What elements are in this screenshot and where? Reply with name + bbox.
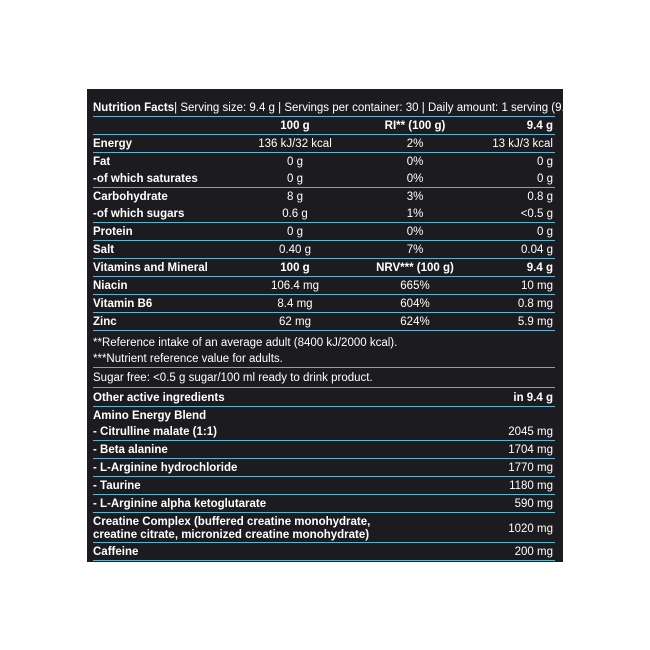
row-100g: 0.6 g	[282, 208, 308, 220]
row-name: -of which sugars	[93, 208, 185, 220]
row-100g: 106.4 mg	[271, 280, 319, 292]
note-nrv: ***Nutrient reference value for adults.	[93, 353, 283, 365]
row-nrv: 604%	[400, 298, 430, 310]
header-separator: |	[174, 102, 178, 114]
rule	[93, 294, 555, 295]
rule	[93, 458, 555, 459]
header-rest: Serving size: 9.4 g | Servings per container: 30 | Daily amount: 1 serving (9.4 g)	[177, 102, 585, 114]
col-100g: 100 g	[280, 262, 310, 274]
blend-item-name: - Beta alanine	[93, 444, 168, 456]
rule	[93, 494, 555, 495]
row-name: Niacin	[93, 280, 128, 292]
col-serving: 9.4 g	[526, 262, 553, 274]
rule	[93, 560, 555, 561]
rule	[93, 440, 555, 441]
row-ri: 3%	[406, 191, 424, 203]
blend-item-value: 2045 mg	[508, 426, 553, 438]
active-title: Other active ingredients	[93, 392, 225, 404]
row-100g: 0 g	[287, 173, 303, 185]
rule	[93, 330, 555, 331]
blend-item-value: 1704 mg	[508, 444, 553, 456]
col-serving: 9.4 g	[526, 120, 553, 132]
row-nrv: 624%	[400, 316, 430, 328]
caffeine-name: Caffeine	[93, 546, 139, 558]
row-serving: 0 g	[537, 156, 553, 168]
row-serving: 13 kJ/3 kcal	[492, 138, 553, 150]
creatine-name-line2: creatine citrate, micronized creatine monohydrate)	[93, 529, 370, 541]
rule	[93, 187, 555, 188]
rule	[93, 240, 555, 241]
row-serving: 0.8 mg	[517, 298, 553, 310]
row-nrv: 665%	[400, 280, 430, 292]
row-name: Protein	[93, 226, 133, 238]
nutrition-facts-panel	[87, 89, 585, 562]
header-title: Nutrition Facts	[93, 102, 175, 114]
row-name: Carbohydrate	[93, 191, 168, 203]
row-ri: 0%	[406, 156, 424, 168]
col-ri: RI** (100 g)	[384, 120, 446, 132]
col-100g: 100 g	[280, 120, 310, 132]
blend-item-value: 1180 mg	[509, 480, 553, 492]
active-col: in 9.4 g	[513, 392, 553, 404]
row-100g: 136 kJ/32 kcal	[258, 138, 332, 150]
row-ri: 7%	[406, 244, 424, 256]
row-name: Fat	[93, 156, 111, 168]
rule	[93, 258, 555, 259]
row-100g: 0.40 g	[279, 244, 311, 256]
row-name: -of which saturates	[93, 173, 198, 185]
blend-item-name: - L-Arginine alpha ketoglutarate	[93, 498, 267, 510]
col-nrv: NRV*** (100 g)	[376, 262, 454, 274]
note-ri: **Reference intake of an average adult (8400 kJ/2000 kcal).	[93, 337, 398, 349]
row-serving: 10 mg	[521, 280, 553, 292]
caffeine-value: 200 mg	[514, 546, 553, 558]
rule	[93, 512, 555, 513]
row-ri: 1%	[406, 208, 424, 220]
rule	[93, 116, 555, 117]
row-100g: 8.4 mg	[277, 298, 313, 310]
blend-item-name: - Citrulline malate (1:1)	[93, 426, 217, 438]
row-name: Salt	[93, 244, 115, 256]
rule	[93, 367, 555, 368]
blend-item-value: 590 mg	[514, 498, 553, 510]
row-serving: 0 g	[537, 226, 553, 238]
row-100g: 8 g	[287, 191, 303, 203]
rule	[93, 276, 555, 277]
row-ri: 0%	[406, 173, 424, 185]
row-100g: 0 g	[287, 156, 303, 168]
rule	[93, 312, 555, 313]
rule	[93, 222, 555, 223]
row-name: Energy	[93, 138, 132, 150]
blend-title: Amino Energy Blend	[93, 410, 207, 422]
rule	[93, 476, 555, 477]
rule	[93, 387, 555, 388]
rule	[93, 152, 555, 153]
blend-item-value: 1770 mg	[508, 462, 553, 474]
header-line	[93, 101, 585, 115]
row-serving: 0 g	[537, 173, 553, 185]
rule	[93, 406, 555, 407]
blend-item-name: - L-Arginine hydrochloride	[93, 462, 238, 474]
row-ri: 2%	[406, 138, 424, 150]
row-100g: 62 mg	[279, 316, 311, 328]
row-name: Vitamin B6	[93, 298, 153, 310]
row-name: Zinc	[93, 316, 117, 328]
row-100g: 0 g	[287, 226, 303, 238]
vitamins-title: Vitamins and Mineral	[93, 262, 208, 274]
rule	[93, 542, 555, 543]
note-sugar-free: Sugar free: <0.5 g sugar/100 ml ready to drink product.	[93, 372, 373, 384]
creatine-value: 1020 mg	[508, 523, 553, 535]
row-serving: <0.5 g	[520, 208, 553, 220]
creatine-name-line1: Creatine Complex (buffered creatine monohydrate,	[93, 516, 371, 528]
row-ri: 0%	[406, 226, 424, 238]
blend-item-name: - Taurine	[93, 480, 141, 492]
rule	[93, 134, 555, 135]
row-serving: 0.8 g	[527, 191, 553, 203]
row-serving: 0.04 g	[521, 244, 553, 256]
row-serving: 5.9 mg	[517, 316, 553, 328]
